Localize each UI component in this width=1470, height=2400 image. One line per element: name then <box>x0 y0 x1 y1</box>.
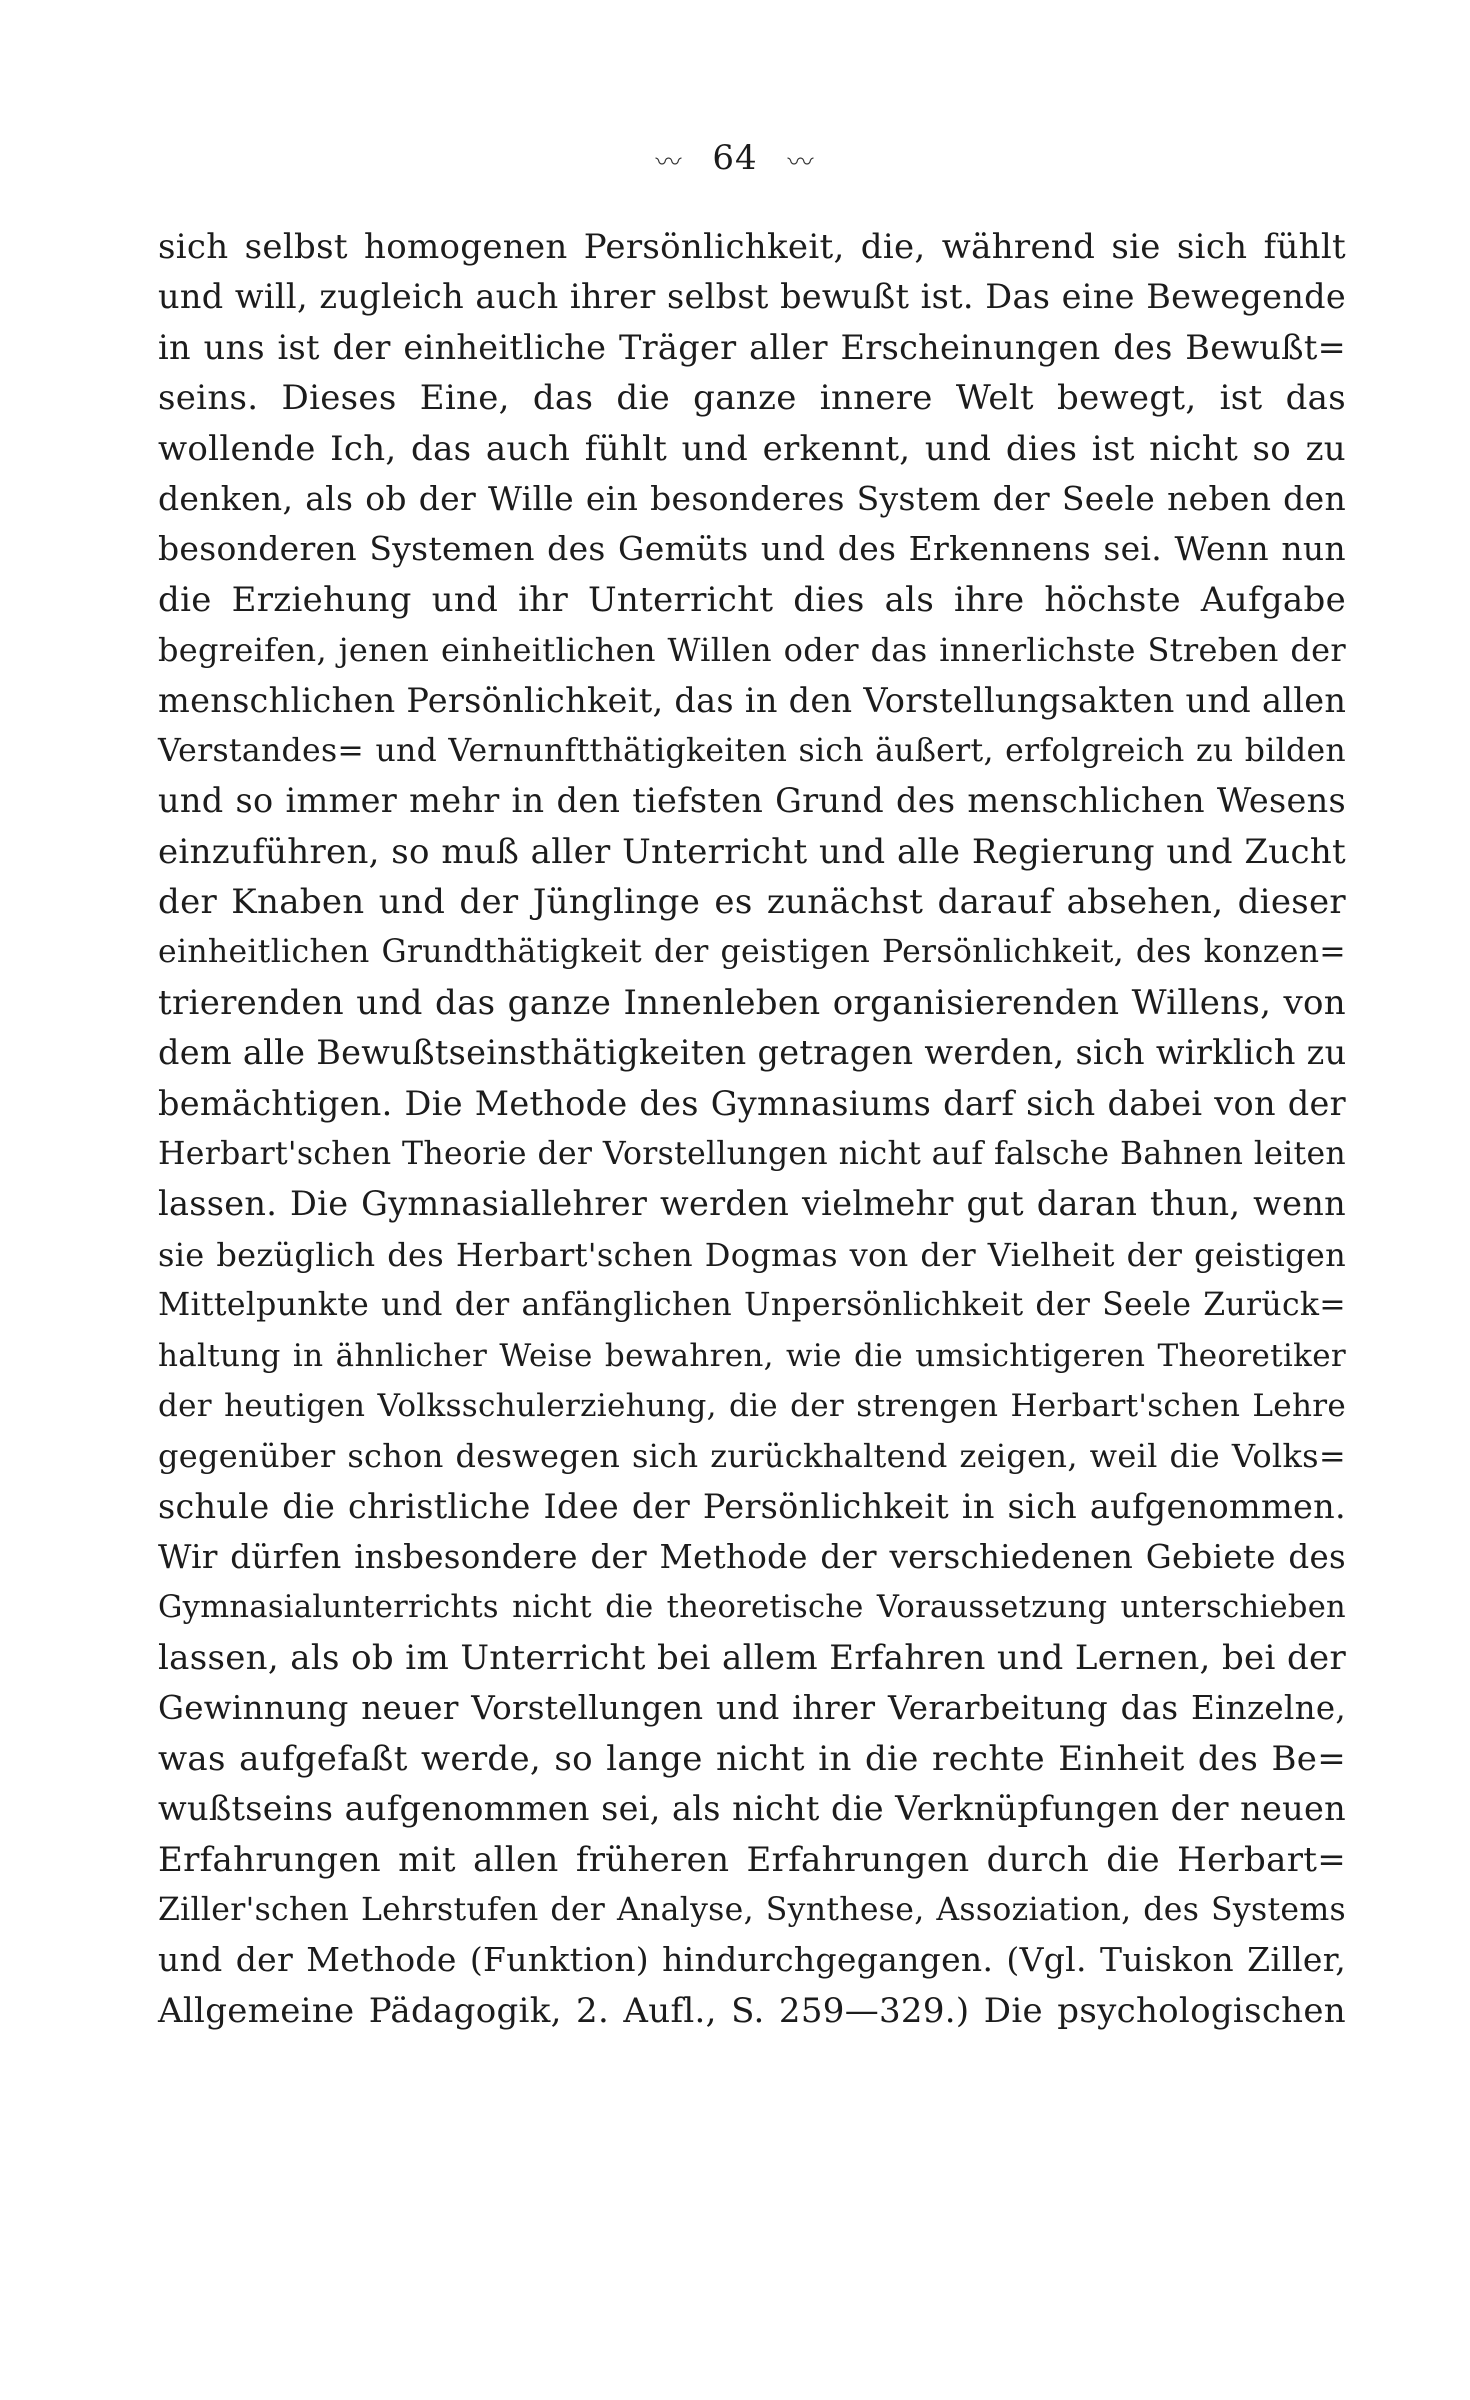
text-line: wußtseins aufgenommen sei, als nicht die Verknüpfungen der neuen <box>158 1789 1346 1829</box>
text-line: Wir dürfen insbesondere der Methode der verschiedenen Gebiete des <box>158 1538 1346 1577</box>
text-line: Herbart'schen Theorie der Vorstellungen nicht auf falsche Bahnen leiten <box>158 1136 1346 1173</box>
ornament-left-icon: 〰 <box>655 147 683 178</box>
text-line: Mittelpunkte und der anfänglichen Unpersönlichkeit der Seele Zurück= <box>158 1287 1346 1324</box>
text-line: haltung in ähnlicher Weise bewahren, wie die umsichtigeren Theoretiker <box>158 1337 1346 1374</box>
text-line: schule die christliche Idee der Persönlichkeit in sich aufgenommen. <box>158 1486 1346 1526</box>
text-line: einzuführen, so muß aller Unterricht und alle Regierung und Zucht <box>158 831 1346 872</box>
text-line: die Erziehung und ihr Unterricht dies als ihre höchste Aufgabe <box>158 579 1346 620</box>
text-line: Ziller'schen Lehrstufen der Analyse, Synthese, Assoziation, des Systems <box>158 1891 1346 1928</box>
text-line: Gymnasialunterrichts nicht die theoretische Voraussetzung unterschieben <box>158 1589 1346 1625</box>
text-line: besonderen Systemen des Gemüts und des Erkennens sei. Wenn nun <box>158 529 1346 569</box>
text-line: wollende Ich, das auch fühlt und erkennt, und dies ist nicht so zu <box>158 428 1346 469</box>
text-line: der Knaben und der Jünglinge es zunächst darauf absehen, dieser <box>158 882 1346 923</box>
text-line: was aufgefaßt werde, so lange nicht in die rechte Einheit des Be= <box>158 1738 1346 1779</box>
text-line: Erfahrungen mit allen früheren Erfahrungen durch die Herbart= <box>158 1839 1346 1880</box>
text-line: der heutigen Volksschulerziehung, die der strengen Herbart'schen Lehre <box>158 1387 1346 1424</box>
text-line: lassen, als ob im Unterricht bei allem Erfahren und Lernen, bei der <box>158 1637 1346 1678</box>
page-number: 64 <box>712 138 758 178</box>
text-line: und will, zugleich auch ihrer selbst bewußt ist. Das eine Bewegende <box>158 277 1346 317</box>
text-line: Verstandes= und Vernunftthätigkeiten sich äußert, erfolgreich zu bilden <box>158 732 1346 769</box>
text-line: sie bezüglich des Herbart'schen Dogmas von der Vielheit der geistigen <box>158 1235 1346 1274</box>
ornament-right-icon: 〰 <box>787 147 815 178</box>
text-line: seins. Dieses Eine, das die ganze innere Welt bewegt, ist das <box>158 378 1346 419</box>
text-line: und der Methode (Funktion) hindurchgegangen. (Vgl. Tuiskon Ziller, <box>158 1940 1346 1980</box>
text-line: menschlichen Persönlichkeit, das in den Vorstellungsakten und allen <box>158 680 1347 720</box>
text-line: in uns ist der einheitliche Träger aller Erscheinungen des Bewußt= <box>158 327 1346 367</box>
text-line: gegenüber schon deswegen sich zurückhaltend zeigen, weil die Volks= <box>158 1437 1346 1476</box>
text-line: bemächtigen. Die Methode des Gymnasiums darf sich dabei von der <box>158 1083 1346 1123</box>
text-line: lassen. Die Gymnasiallehrer werden vielmehr gut daran thun, wenn <box>158 1184 1346 1224</box>
text-line: Gewinnung neuer Vorstellungen und ihrer Verarbeitung das Einzelne, <box>158 1689 1346 1728</box>
text-line: denken, als ob der Wille ein besonderes System der Seele neben den <box>158 478 1346 518</box>
text-line: Allgemeine Pädagogik, 2. Aufl., S. 259—329.) Die psychologischen <box>158 1990 1346 2031</box>
text-line: trierenden und das ganze Innenleben organisierenden Willens, von <box>158 982 1346 1023</box>
text-line: und so immer mehr in den tiefsten Grund des menschlichen Wesens <box>158 781 1346 821</box>
text-line: dem alle Bewußtseinsthätigkeiten getragen werden, sich wirklich zu <box>158 1033 1347 1073</box>
text-line: sich selbst homogenen Persönlichkeit, die, während sie sich fühlt <box>158 227 1346 267</box>
text-line: begreifen, jenen einheitlichen Willen oder das innerlichste Streben der <box>158 631 1346 670</box>
body-text <box>158 222 1346 2036</box>
text-line: einheitlichen Grundthätigkeit der geistigen Persönlichkeit, des konzen= <box>158 934 1346 971</box>
page-header <box>0 138 1470 179</box>
